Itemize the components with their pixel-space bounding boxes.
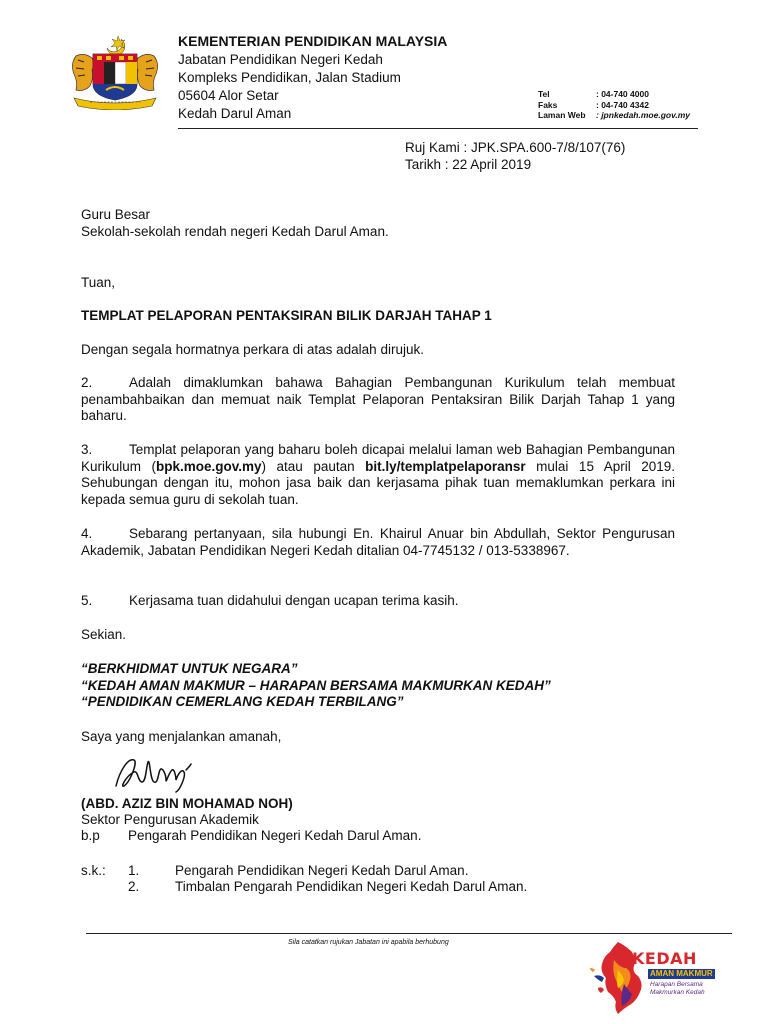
sk-item-text: Timbalan Pengarah Pendidikan Negeri Kedah Darul Aman.: [175, 879, 528, 894]
paragraph-text: Sebarang pertanyaan, sila hubungi En. Khairul Anuar bin Abdullah, Sektor Pengurusan Akademik, Jabatan Pendidikan Negeri Kedah ditalian 04-7745132 / 013-5338967.: [81, 526, 675, 558]
contact-value: : 04-740 4342: [596, 99, 649, 110]
paragraph-number: 3.: [81, 442, 93, 457]
reference-number: Ruj Kami : JPK.SPA.600-7/8/107(76): [405, 140, 626, 155]
subject-line: TEMPLAT PELAPORAN PENTAKSIRAN BILIK DARJAH TAHAP 1: [81, 308, 492, 323]
contact-label: Laman Web: [538, 110, 586, 120]
contact-block: [538, 89, 690, 121]
address-line-1: Jabatan Pendidikan Negeri Kedah: [178, 52, 383, 67]
address-line-2: Kompleks Pendidikan, Jalan Stadium: [178, 70, 401, 85]
paragraph-5: [81, 593, 675, 610]
sk-item-number: 2.: [128, 879, 140, 894]
ministry-name: KEMENTERIAN PENDIDIKAN MALAYSIA: [178, 33, 448, 49]
sk-label: s.k.:: [81, 863, 106, 878]
recipient-title: Guru Besar: [81, 207, 151, 222]
contact-fax: [538, 100, 690, 111]
bp-text: Pengarah Pendidikan Negeri Kedah Darul Aman.: [128, 828, 422, 843]
contact-tel: [538, 89, 690, 100]
paragraph-number: 4.: [81, 526, 93, 541]
contact-label: Tel: [538, 89, 550, 99]
signatory-name: (ABD. AZIZ BIN MOHAMAD NOH): [81, 796, 293, 811]
kedah-logo-tagline-2: Makmurkan Kedah: [650, 989, 705, 996]
contact-value[interactable]: : jpnkedah.moe.gov.my: [596, 110, 690, 120]
intro-paragraph: Dengan segala hormatnya perkara di atas adalah dirujuk.: [81, 342, 424, 357]
recipient-org: Sekolah-sekolah rendah negeri Kedah Darul Aman.: [81, 224, 389, 239]
bp-label: b.p: [81, 828, 100, 843]
letter-date: Tarikh : 22 April 2019: [405, 157, 532, 172]
sk-item-number: 1.: [128, 863, 140, 878]
paragraph-text: ) atau pautan: [261, 458, 366, 474]
short-link[interactable]: bit.ly/templatpelaporansr: [365, 458, 526, 474]
signatory-sector: Sektor Pengurusan Akademik: [81, 812, 259, 827]
signoff: Saya yang menjalankan amanah,: [81, 729, 282, 744]
malaysia-coat-of-arms-icon: [66, 34, 164, 110]
kedah-logo-banner: AMAN MAKMUR: [650, 969, 713, 978]
paragraph-text: Templat pelaporan yang baharu boleh dicapai melalui laman web Bahagian Pembangunan Kurikulum (: [81, 442, 675, 474]
paragraph-text: Kerjasama tuan didahului dengan ucapan terima kasih.: [129, 593, 459, 608]
paragraph-number: 2.: [81, 375, 93, 390]
sk-item-text: Pengarah Pendidikan Negeri Kedah Darul Aman.: [175, 863, 469, 878]
closing: Sekian.: [81, 627, 127, 642]
header-divider: [178, 128, 698, 129]
website-link[interactable]: bpk.moe.gov.my: [156, 458, 262, 474]
paragraph-2: [81, 375, 675, 425]
footer-note: Sila catatkan rujukan Jabatan ini apabila berhubung: [288, 939, 449, 946]
contact-web: [538, 110, 690, 121]
address-line-4: Kedah Darul Aman: [178, 106, 292, 121]
handwritten-signature: [112, 752, 194, 794]
contact-value: : 04-740 4000: [596, 89, 649, 99]
salutation: Tuan,: [81, 275, 116, 290]
paragraph-3: [81, 442, 675, 509]
slogan-2: “KEDAH AMAN MAKMUR – HARAPAN BERSAMA MAKMURKAN KEDAH”: [81, 678, 551, 693]
paragraph-text: mulai 15 April 2019. Sehubungan dengan itu, mohon jasa baik dan kerjasama pihak tuan memaklumkan perkara ini kepada semua guru di sekolah tuan.: [81, 458, 675, 508]
paragraph-4: [81, 526, 675, 559]
kedah-logo-tagline-1: Harapan Bersama: [650, 981, 703, 988]
paragraph-number: 5.: [81, 593, 93, 608]
address-line-3: 05604 Alor Setar: [178, 88, 279, 103]
kedah-logo-title: KEDAH: [632, 949, 697, 968]
paragraph-text: Adalah dimaklumkan bahawa Bahagian Pembangunan Kurikulum telah membuat penambahbaikan dan memuat naik Templat Pelaporan Pentaksiran Bilik Darjah Tahap 1 yang baharu.: [81, 375, 675, 424]
footer-divider: [86, 933, 732, 934]
kedah-logo: [588, 940, 738, 1016]
slogan-1: “BERKHIDMAT UNTUK NEGARA”: [81, 661, 298, 676]
slogan-3: “PENDIDIKAN CEMERLANG KEDAH TERBILANG”: [81, 694, 404, 709]
contact-label: Faks: [538, 99, 558, 110]
